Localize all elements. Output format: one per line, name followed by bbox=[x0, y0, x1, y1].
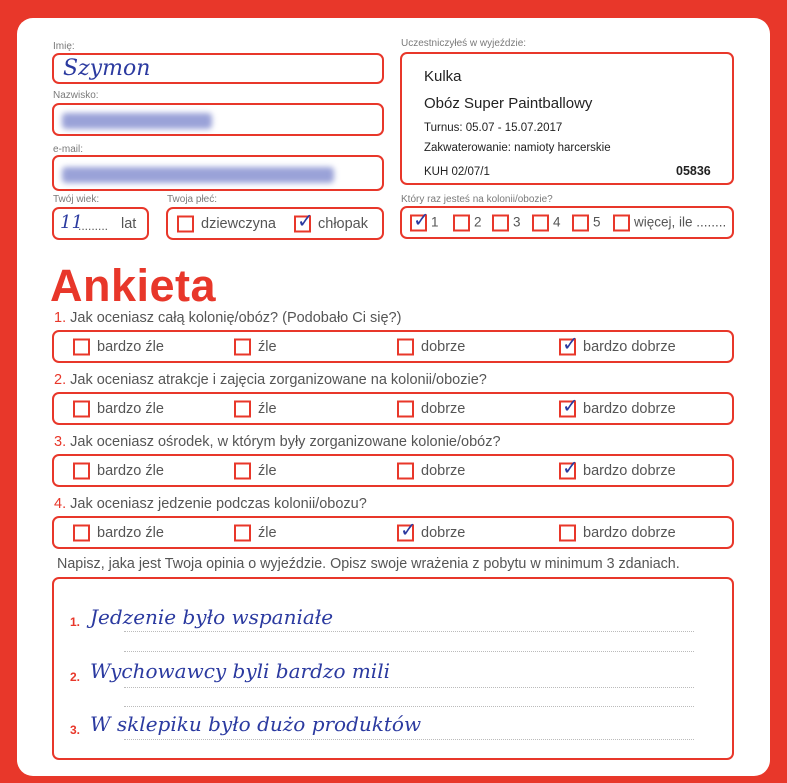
option-label: bardzo dobrze bbox=[583, 400, 676, 417]
opinion-line-text: W sklepiku było dużo produktów bbox=[90, 712, 422, 736]
age-value: 11 bbox=[60, 212, 83, 233]
rating-row bbox=[52, 392, 734, 425]
email-field[interactable] bbox=[52, 155, 384, 191]
rating-option[interactable] bbox=[397, 517, 466, 541]
gender-option-male[interactable] bbox=[294, 208, 368, 232]
opinion-prompt: Napisz, jaka jest Twoja opinia o wyjeździe. Opisz swoje wrażenia z pobytu w minimum 3 zdaniach. bbox=[57, 556, 680, 572]
opinion-line-text: Jedzenie było wspaniałe bbox=[90, 605, 334, 629]
name-label: Imię: bbox=[53, 41, 75, 52]
times-option-2[interactable] bbox=[453, 214, 482, 231]
checkbox-checked[interactable] bbox=[559, 393, 579, 417]
writing-line bbox=[124, 651, 694, 652]
option-label: źle bbox=[258, 400, 277, 417]
checkmark-icon: ✓ bbox=[297, 208, 314, 232]
rating-row bbox=[52, 330, 734, 363]
question-number: 2. bbox=[54, 372, 67, 388]
times-option-1[interactable] bbox=[410, 207, 439, 231]
times-option-4[interactable] bbox=[532, 214, 561, 231]
rating-option[interactable] bbox=[559, 524, 676, 541]
checkmark-icon: ✓ bbox=[562, 393, 579, 417]
rating-option[interactable] bbox=[234, 462, 277, 479]
opinion-line-number: 2. bbox=[70, 670, 81, 684]
rating-row bbox=[52, 454, 734, 487]
times-field bbox=[400, 206, 734, 239]
checkbox[interactable] bbox=[73, 524, 90, 541]
checkbox[interactable] bbox=[559, 524, 576, 541]
checkbox[interactable] bbox=[613, 214, 630, 231]
writing-line bbox=[124, 631, 694, 632]
opinion-box[interactable] bbox=[52, 577, 734, 760]
question-text bbox=[54, 434, 501, 450]
rating-option[interactable] bbox=[73, 400, 164, 417]
option-label: chłopak bbox=[318, 215, 368, 232]
checkbox-checked[interactable] bbox=[397, 517, 417, 541]
checkbox[interactable] bbox=[397, 462, 414, 479]
question-number: 4. bbox=[54, 496, 67, 512]
checkbox[interactable] bbox=[234, 338, 251, 355]
times-option-3[interactable] bbox=[492, 214, 521, 231]
question-number: 1. bbox=[54, 310, 67, 326]
trip-company: Kulka bbox=[424, 68, 462, 85]
surname-field[interactable] bbox=[52, 103, 384, 136]
rating-option[interactable] bbox=[73, 462, 164, 479]
question-label: Jak oceniasz atrakcje i zajęcia zorganizowane na kolonii/obozie? bbox=[70, 372, 487, 388]
rating-option[interactable] bbox=[397, 338, 465, 355]
name-value: Szymon bbox=[63, 56, 151, 81]
option-label: dobrze bbox=[421, 524, 466, 541]
option-label: bardzo dobrze bbox=[583, 338, 676, 355]
trip-camp-name: Obóz Super Paintballowy bbox=[424, 95, 593, 112]
option-label: źle bbox=[258, 338, 277, 355]
option-label: dobrze bbox=[421, 400, 466, 417]
option-label: więcej, ile ........ bbox=[634, 214, 727, 230]
checkbox[interactable] bbox=[177, 215, 194, 232]
question-label: Jak oceniasz jedzenie podczas kolonii/obozu? bbox=[70, 496, 367, 512]
option-label: 2 bbox=[474, 214, 482, 230]
trip-code: KUH 02/07/1 bbox=[424, 166, 490, 178]
age-label: Twój wiek: bbox=[53, 194, 100, 205]
checkbox[interactable] bbox=[453, 214, 470, 231]
times-option-more[interactable] bbox=[613, 214, 726, 231]
gender-label: Twoja płeć: bbox=[167, 194, 218, 205]
survey-title: Ankieta bbox=[50, 260, 217, 311]
option-label: bardzo dobrze bbox=[583, 462, 676, 479]
rating-option[interactable] bbox=[559, 393, 676, 417]
surname-label: Nazwisko: bbox=[53, 90, 99, 101]
age-unit: lat bbox=[121, 216, 137, 232]
option-label: bardzo dobrze bbox=[583, 524, 676, 541]
option-label: 3 bbox=[513, 214, 521, 230]
checkbox[interactable] bbox=[73, 400, 90, 417]
trip-info-box bbox=[400, 52, 734, 185]
checkbox-checked[interactable] bbox=[294, 208, 314, 232]
question-number: 3. bbox=[54, 434, 67, 450]
checkbox-checked[interactable] bbox=[559, 331, 579, 355]
rating-option[interactable] bbox=[73, 338, 164, 355]
question-text bbox=[54, 372, 487, 388]
rating-option[interactable] bbox=[234, 400, 277, 417]
trip-accommodation: Zakwaterowanie: namioty harcerskie bbox=[424, 142, 611, 154]
option-label: 4 bbox=[553, 214, 561, 230]
option-label: dziewczyna bbox=[201, 215, 276, 232]
checkbox[interactable] bbox=[397, 400, 414, 417]
opinion-line-number: 1. bbox=[70, 615, 81, 629]
checkbox[interactable] bbox=[73, 338, 90, 355]
option-label: źle bbox=[258, 462, 277, 479]
checkbox[interactable] bbox=[397, 338, 414, 355]
rating-option[interactable] bbox=[559, 331, 676, 355]
age-dots: ......... bbox=[78, 219, 109, 233]
rating-row bbox=[52, 516, 734, 549]
email-redacted bbox=[62, 167, 334, 183]
surname-redacted bbox=[62, 113, 212, 129]
question-text bbox=[54, 496, 367, 512]
rating-option[interactable] bbox=[397, 462, 465, 479]
opinion-line-text: Wychowawcy byli bardzo mili bbox=[90, 659, 390, 683]
checkbox[interactable] bbox=[572, 214, 589, 231]
option-label: bardzo źle bbox=[97, 338, 164, 355]
option-label: dobrze bbox=[421, 338, 466, 355]
option-label: bardzo źle bbox=[97, 400, 164, 417]
checkbox[interactable] bbox=[234, 524, 251, 541]
option-label: źle bbox=[258, 524, 277, 541]
writing-line bbox=[124, 706, 694, 707]
checkbox[interactable] bbox=[73, 462, 90, 479]
checkmark-icon: ✓ bbox=[562, 455, 579, 479]
checkbox-checked[interactable] bbox=[410, 207, 430, 231]
checkmark-icon: ✓ bbox=[400, 517, 417, 541]
times-option-5[interactable] bbox=[572, 214, 601, 231]
gender-option-female[interactable] bbox=[177, 215, 276, 232]
rating-option[interactable] bbox=[73, 524, 164, 541]
opinion-line-number: 3. bbox=[70, 723, 81, 737]
trip-number: 05836 bbox=[676, 164, 711, 178]
checkbox[interactable] bbox=[532, 214, 549, 231]
trip-label: Uczestniczyłeś w wyjeździe: bbox=[401, 38, 527, 49]
trip-turnus: Turnus: 05.07 - 15.07.2017 bbox=[424, 122, 563, 134]
question-label: Jak oceniasz całą kolonię/obóz? (Podobało Ci się?) bbox=[70, 310, 402, 326]
age-field[interactable] bbox=[52, 207, 149, 240]
checkbox[interactable] bbox=[234, 462, 251, 479]
rating-option[interactable] bbox=[234, 338, 277, 355]
option-label: bardzo źle bbox=[97, 462, 164, 479]
option-label: bardzo źle bbox=[97, 524, 164, 541]
survey-form bbox=[17, 18, 770, 776]
writing-line bbox=[124, 687, 694, 688]
checkmark-icon: ✓ bbox=[413, 207, 430, 231]
email-label: e-mail: bbox=[53, 144, 84, 155]
checkbox-checked[interactable] bbox=[559, 455, 579, 479]
rating-option[interactable] bbox=[234, 524, 277, 541]
writing-line bbox=[124, 739, 694, 740]
gender-field bbox=[166, 207, 384, 240]
question-label: Jak oceniasz ośrodek, w którym były zorganizowane kolonie/obóz? bbox=[70, 434, 501, 450]
rating-option[interactable] bbox=[559, 455, 676, 479]
checkmark-icon: ✓ bbox=[562, 331, 579, 355]
checkbox[interactable] bbox=[492, 214, 509, 231]
times-label: Który raz jesteś na kolonii/obozie? bbox=[401, 194, 553, 205]
name-field[interactable] bbox=[52, 53, 384, 84]
option-label: 5 bbox=[593, 214, 601, 230]
checkbox[interactable] bbox=[234, 400, 251, 417]
question-text bbox=[54, 310, 401, 326]
option-label: 1 bbox=[431, 214, 439, 230]
option-label: dobrze bbox=[421, 462, 466, 479]
rating-option[interactable] bbox=[397, 400, 465, 417]
